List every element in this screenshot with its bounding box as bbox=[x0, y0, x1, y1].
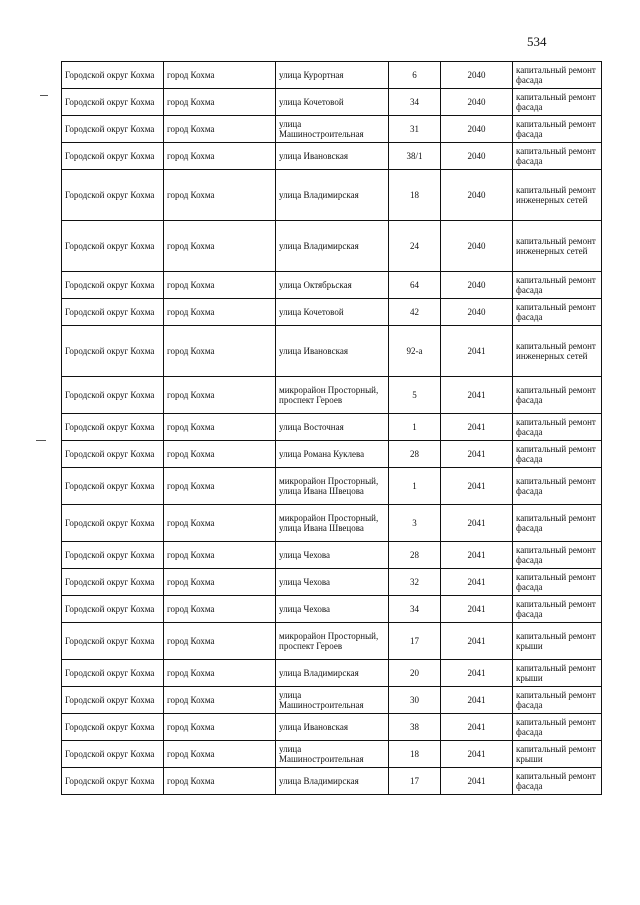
table-row bbox=[62, 62, 602, 89]
cell-city: город Кохма bbox=[164, 569, 276, 596]
cell-work-type: капитальный ремонт фасада bbox=[513, 596, 602, 623]
cell-work-type: капитальный ремонт фасада bbox=[513, 468, 602, 505]
cell-house-number: 42 bbox=[389, 299, 441, 326]
table-row bbox=[62, 116, 602, 143]
cell-district: Городской округ Кохма bbox=[62, 143, 164, 170]
cell-work-type: капитальный ремонт крыши bbox=[513, 741, 602, 768]
table-row bbox=[62, 170, 602, 221]
cell-work-type: капитальный ремонт фасада bbox=[513, 714, 602, 741]
cell-district: Городской округ Кохма bbox=[62, 505, 164, 542]
cell-work-type: капитальный ремонт инженерных сетей bbox=[513, 326, 602, 377]
cell-district: Городской округ Кохма bbox=[62, 660, 164, 687]
cell-house-number: 34 bbox=[389, 89, 441, 116]
cell-year: 2040 bbox=[441, 299, 513, 326]
cell-house-number: 20 bbox=[389, 660, 441, 687]
cell-district: Городской округ Кохма bbox=[62, 414, 164, 441]
cell-district: Городской округ Кохма bbox=[62, 768, 164, 795]
repair-schedule-table bbox=[61, 61, 602, 795]
table-row bbox=[62, 272, 602, 299]
cell-year: 2040 bbox=[441, 116, 513, 143]
cell-street: микрорайон Просторный, проспект Героев bbox=[276, 377, 389, 414]
cell-year: 2040 bbox=[441, 62, 513, 89]
cell-district: Городской округ Кохма bbox=[62, 569, 164, 596]
cell-district: Городской округ Кохма bbox=[62, 596, 164, 623]
cell-house-number: 18 bbox=[389, 170, 441, 221]
table-row bbox=[62, 660, 602, 687]
cell-work-type: капитальный ремонт инженерных сетей bbox=[513, 221, 602, 272]
cell-street: улица Чехова bbox=[276, 542, 389, 569]
cell-work-type: капитальный ремонт крыши bbox=[513, 623, 602, 660]
cell-district: Городской округ Кохма bbox=[62, 714, 164, 741]
cell-year: 2041 bbox=[441, 596, 513, 623]
cell-year: 2041 bbox=[441, 660, 513, 687]
cell-city: город Кохма bbox=[164, 116, 276, 143]
cell-city: город Кохма bbox=[164, 62, 276, 89]
table-row bbox=[62, 741, 602, 768]
cell-work-type: капитальный ремонт фасада bbox=[513, 542, 602, 569]
cell-district: Городской округ Кохма bbox=[62, 116, 164, 143]
cell-street: улица Машиностроительная bbox=[276, 741, 389, 768]
cell-street: микрорайон Просторный, улица Ивана Швецова bbox=[276, 468, 389, 505]
cell-city: город Кохма bbox=[164, 768, 276, 795]
cell-house-number: 24 bbox=[389, 221, 441, 272]
cell-work-type: капитальный ремонт фасада bbox=[513, 62, 602, 89]
cell-city: город Кохма bbox=[164, 170, 276, 221]
cell-house-number: 18 bbox=[389, 741, 441, 768]
table-row bbox=[62, 414, 602, 441]
cell-house-number: 38/1 bbox=[389, 143, 441, 170]
cell-street: улица Ивановская bbox=[276, 326, 389, 377]
cell-house-number: 92-а bbox=[389, 326, 441, 377]
cell-street: улица Восточная bbox=[276, 414, 389, 441]
cell-house-number: 1 bbox=[389, 468, 441, 505]
cell-house-number: 1 bbox=[389, 414, 441, 441]
cell-house-number: 38 bbox=[389, 714, 441, 741]
page-number: 534 bbox=[527, 34, 547, 49]
table-row bbox=[62, 542, 602, 569]
cell-street: улица Владимирская bbox=[276, 221, 389, 272]
cell-street: улица Октябрьская bbox=[276, 272, 389, 299]
margin-mark-bottom bbox=[36, 440, 46, 441]
cell-city: город Кохма bbox=[164, 377, 276, 414]
cell-house-number: 64 bbox=[389, 272, 441, 299]
cell-city: город Кохма bbox=[164, 687, 276, 714]
cell-work-type: капитальный ремонт фасада bbox=[513, 441, 602, 468]
cell-work-type: капитальный ремонт фасада bbox=[513, 89, 602, 116]
cell-house-number: 28 bbox=[389, 441, 441, 468]
table-row bbox=[62, 505, 602, 542]
cell-street: улица Машиностроительная bbox=[276, 687, 389, 714]
cell-street: улица Машиностроительная bbox=[276, 116, 389, 143]
cell-street: улица Курортная bbox=[276, 62, 389, 89]
cell-city: город Кохма bbox=[164, 221, 276, 272]
table-row bbox=[62, 221, 602, 272]
cell-work-type: капитальный ремонт фасада bbox=[513, 116, 602, 143]
cell-city: город Кохма bbox=[164, 89, 276, 116]
cell-house-number: 6 bbox=[389, 62, 441, 89]
cell-year: 2040 bbox=[441, 89, 513, 116]
cell-street: улица Кочетовой bbox=[276, 299, 389, 326]
cell-city: город Кохма bbox=[164, 660, 276, 687]
cell-house-number: 17 bbox=[389, 768, 441, 795]
cell-district: Городской округ Кохма bbox=[62, 468, 164, 505]
cell-city: город Кохма bbox=[164, 596, 276, 623]
cell-house-number: 34 bbox=[389, 596, 441, 623]
cell-year: 2041 bbox=[441, 377, 513, 414]
cell-house-number: 17 bbox=[389, 623, 441, 660]
cell-work-type: капитальный ремонт крыши bbox=[513, 660, 602, 687]
cell-street: улица Кочетовой bbox=[276, 89, 389, 116]
cell-house-number: 5 bbox=[389, 377, 441, 414]
cell-work-type: капитальный ремонт фасада bbox=[513, 143, 602, 170]
table-row bbox=[62, 768, 602, 795]
table-row bbox=[62, 623, 602, 660]
cell-year: 2041 bbox=[441, 687, 513, 714]
cell-street: улица Владимирская bbox=[276, 660, 389, 687]
cell-district: Городской округ Кохма bbox=[62, 377, 164, 414]
cell-district: Городской округ Кохма bbox=[62, 441, 164, 468]
cell-year: 2041 bbox=[441, 542, 513, 569]
table-row bbox=[62, 714, 602, 741]
cell-work-type: капитальный ремонт инженерных сетей bbox=[513, 170, 602, 221]
cell-work-type: капитальный ремонт фасада bbox=[513, 569, 602, 596]
cell-district: Городской округ Кохма bbox=[62, 299, 164, 326]
cell-city: город Кохма bbox=[164, 505, 276, 542]
cell-district: Городской округ Кохма bbox=[62, 221, 164, 272]
cell-district: Городской округ Кохма bbox=[62, 623, 164, 660]
cell-city: город Кохма bbox=[164, 441, 276, 468]
cell-year: 2041 bbox=[441, 441, 513, 468]
cell-city: город Кохма bbox=[164, 468, 276, 505]
cell-city: город Кохма bbox=[164, 299, 276, 326]
table-row bbox=[62, 468, 602, 505]
cell-year: 2041 bbox=[441, 414, 513, 441]
cell-street: улица Романа Куклева bbox=[276, 441, 389, 468]
cell-work-type: капитальный ремонт фасада bbox=[513, 414, 602, 441]
cell-work-type: капитальный ремонт фасада bbox=[513, 299, 602, 326]
table-row bbox=[62, 299, 602, 326]
table-row bbox=[62, 89, 602, 116]
cell-city: город Кохма bbox=[164, 414, 276, 441]
cell-house-number: 30 bbox=[389, 687, 441, 714]
cell-house-number: 28 bbox=[389, 542, 441, 569]
cell-year: 2041 bbox=[441, 326, 513, 377]
cell-house-number: 32 bbox=[389, 569, 441, 596]
table-row bbox=[62, 441, 602, 468]
cell-city: город Кохма bbox=[164, 542, 276, 569]
cell-house-number: 3 bbox=[389, 505, 441, 542]
table-row bbox=[62, 143, 602, 170]
cell-district: Городской округ Кохма bbox=[62, 542, 164, 569]
cell-year: 2041 bbox=[441, 505, 513, 542]
cell-street: улица Чехова bbox=[276, 596, 389, 623]
cell-year: 2040 bbox=[441, 272, 513, 299]
cell-district: Городской округ Кохма bbox=[62, 62, 164, 89]
cell-work-type: капитальный ремонт фасада bbox=[513, 272, 602, 299]
cell-work-type: капитальный ремонт фасада bbox=[513, 687, 602, 714]
cell-city: город Кохма bbox=[164, 623, 276, 660]
cell-street: улица Ивановская bbox=[276, 714, 389, 741]
cell-street: микрорайон Просторный, проспект Героев bbox=[276, 623, 389, 660]
table-row bbox=[62, 569, 602, 596]
cell-year: 2041 bbox=[441, 569, 513, 596]
cell-work-type: капитальный ремонт фасада bbox=[513, 505, 602, 542]
cell-year: 2041 bbox=[441, 768, 513, 795]
cell-street: улица Владимирская bbox=[276, 170, 389, 221]
cell-year: 2041 bbox=[441, 623, 513, 660]
cell-street: улица Чехова bbox=[276, 569, 389, 596]
cell-year: 2041 bbox=[441, 714, 513, 741]
cell-street: микрорайон Просторный, улица Ивана Швецова bbox=[276, 505, 389, 542]
cell-house-number: 31 bbox=[389, 116, 441, 143]
cell-work-type: капитальный ремонт фасада bbox=[513, 377, 602, 414]
table-row bbox=[62, 687, 602, 714]
table-row bbox=[62, 596, 602, 623]
cell-district: Городской округ Кохма bbox=[62, 687, 164, 714]
cell-year: 2041 bbox=[441, 741, 513, 768]
cell-street: улица Ивановская bbox=[276, 143, 389, 170]
cell-city: город Кохма bbox=[164, 272, 276, 299]
cell-district: Городской округ Кохма bbox=[62, 272, 164, 299]
cell-city: город Кохма bbox=[164, 741, 276, 768]
cell-year: 2041 bbox=[441, 468, 513, 505]
cell-city: город Кохма bbox=[164, 714, 276, 741]
cell-city: город Кохма bbox=[164, 143, 276, 170]
cell-year: 2040 bbox=[441, 143, 513, 170]
table-row bbox=[62, 377, 602, 414]
cell-district: Городской округ Кохма bbox=[62, 741, 164, 768]
cell-city: город Кохма bbox=[164, 326, 276, 377]
cell-work-type: капитальный ремонт фасада bbox=[513, 768, 602, 795]
cell-year: 2040 bbox=[441, 170, 513, 221]
margin-mark-top bbox=[40, 95, 48, 96]
table-row bbox=[62, 326, 602, 377]
cell-district: Городской округ Кохма bbox=[62, 89, 164, 116]
cell-year: 2040 bbox=[441, 221, 513, 272]
cell-district: Городской округ Кохма bbox=[62, 326, 164, 377]
cell-district: Городской округ Кохма bbox=[62, 170, 164, 221]
cell-street: улица Владимирская bbox=[276, 768, 389, 795]
